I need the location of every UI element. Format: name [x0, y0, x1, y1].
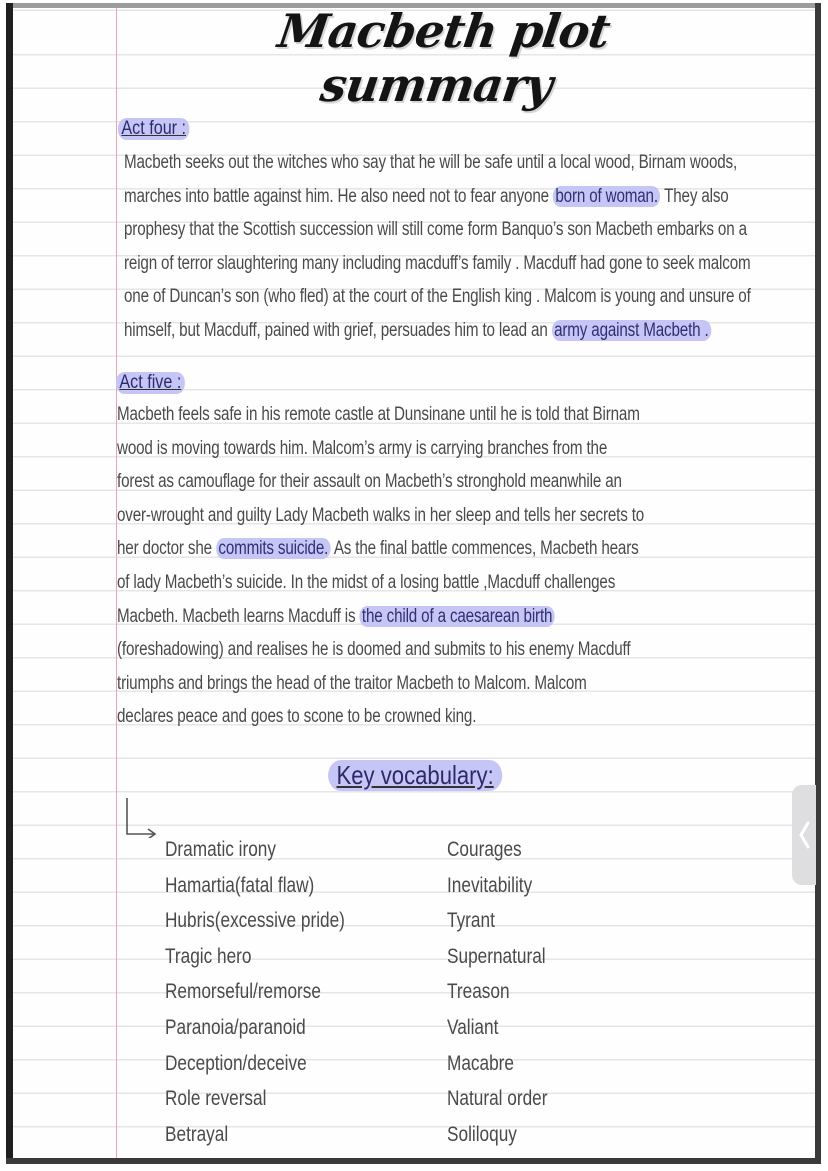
- frame-right: [815, 3, 821, 1163]
- vocabulary-term: Natural order: [447, 1087, 548, 1111]
- line-text: Macbeth. Macbeth learns Macduff is: [117, 605, 356, 627]
- line-text: As the final battle commences, Macbeth hears: [330, 538, 639, 560]
- page-title: Macbeth plot summary: [274, 4, 613, 112]
- highlighted-phrase: the child of a caesarean birth: [360, 606, 555, 627]
- paragraph-line: [124, 186, 729, 208]
- vocabulary-term: Deception/deceive: [165, 1051, 307, 1075]
- paragraph-line: [124, 152, 737, 174]
- paragraph-line: [117, 505, 644, 527]
- vocabulary-term: Dramatic irony: [165, 838, 277, 861]
- vocabulary-term: Courages: [447, 838, 522, 861]
- chevron-left-icon: [797, 820, 811, 850]
- paragraph-line: [117, 404, 640, 426]
- key-vocabulary-heading: Key vocabulary:: [328, 760, 502, 791]
- vocabulary-term: Supernatural: [447, 944, 546, 968]
- vocabulary-term: Tyrant: [447, 909, 495, 933]
- line-text: They also: [660, 185, 729, 207]
- line-text: of lady Macbeth’s suicide. In the midst of a losing battle ,Macduff challenges: [117, 572, 616, 593]
- paragraph-line: [117, 471, 622, 493]
- arrow-down-right-icon: [124, 796, 158, 838]
- line-text: Macbeth seeks out the witches who say that he will be safe until a local wood, Birnam woods,: [124, 152, 738, 173]
- vocabulary-term: Valiant: [447, 1016, 499, 1039]
- vocabulary-term: Hubris(excessive pride): [165, 909, 345, 933]
- line-text: declares peace and goes to scone to be crowned king.: [117, 706, 477, 728]
- line-text: over-wrought and guilty Lady Macbeth walks in her sleep and tells her secrets to: [117, 504, 645, 526]
- line-text: wood is moving towards him. Malcom’s army is carrying branches from the: [117, 437, 608, 459]
- vocabulary-term: Hamartia(fatal flaw): [165, 873, 315, 897]
- side-panel-tab[interactable]: [792, 785, 816, 885]
- vocabulary-term: Role reversal: [165, 1087, 267, 1111]
- line-text: her doctor she: [117, 538, 212, 560]
- paragraph-line: [124, 286, 751, 308]
- line-text: (foreshadowing) and realises he is doomed and submits to his enemy Macduff: [117, 639, 631, 661]
- line-text: one of Duncan’s son (who fled) at the court of the English king . Malcom is young and unsure of: [124, 286, 751, 308]
- line-text: himself, but Macduff, pained with grief, persuades him to lead an: [124, 320, 548, 341]
- vocabulary-term: Remorseful/remorse: [165, 980, 321, 1004]
- vocabulary-term: Betrayal: [165, 1122, 229, 1146]
- act-four-heading: Act four :: [118, 118, 189, 140]
- paragraph-line: [117, 639, 630, 661]
- highlighted-phrase: born of woman.: [553, 186, 660, 207]
- paragraph-line: [117, 538, 639, 560]
- paragraph-line: [124, 253, 751, 275]
- vocabulary-term: Treason: [447, 980, 510, 1004]
- paragraph-line: [117, 438, 607, 460]
- act-five-heading: Act five :: [116, 372, 185, 394]
- highlighted-phrase: commits suicide.: [216, 538, 331, 559]
- vocabulary-term: Macabre: [447, 1051, 514, 1075]
- paragraph-line: [124, 320, 711, 342]
- vocabulary-term: Paranoia/paranoid: [165, 1016, 306, 1039]
- paragraph-line: [124, 219, 747, 241]
- frame-left: [6, 3, 13, 1163]
- paragraph-line: [117, 706, 476, 728]
- line-text: prophesy that the Scottish succession will still come form Banquo’s son Macbeth embarks on a: [124, 219, 747, 241]
- frame-bottom: [6, 1158, 821, 1164]
- vocabulary-term: Tragic hero: [165, 944, 252, 968]
- line-text: forest as camouflage for their assault on Macbeth’s stronghold meanwhile an: [117, 471, 622, 493]
- paragraph-line: [117, 673, 587, 695]
- line-text: triumphs and brings the head of the traitor Macbeth to Malcom. Malcom: [117, 672, 587, 694]
- vocabulary-term: Inevitability: [447, 873, 533, 897]
- line-text: marches into battle against him. He also need not to fear anyone: [124, 185, 549, 207]
- line-text: Macbeth feels safe in his remote castle at Dunsinane until he is told that Birnam: [117, 404, 640, 425]
- highlighted-phrase: army against Macbeth .: [552, 320, 711, 341]
- paragraph-line: [117, 606, 555, 628]
- vocabulary-term: Soliloquy: [447, 1122, 517, 1146]
- paragraph-line: [117, 572, 615, 594]
- line-text: reign of terror slaughtering many including macduff’s family . Macduff had gone to seek malcom: [124, 252, 751, 274]
